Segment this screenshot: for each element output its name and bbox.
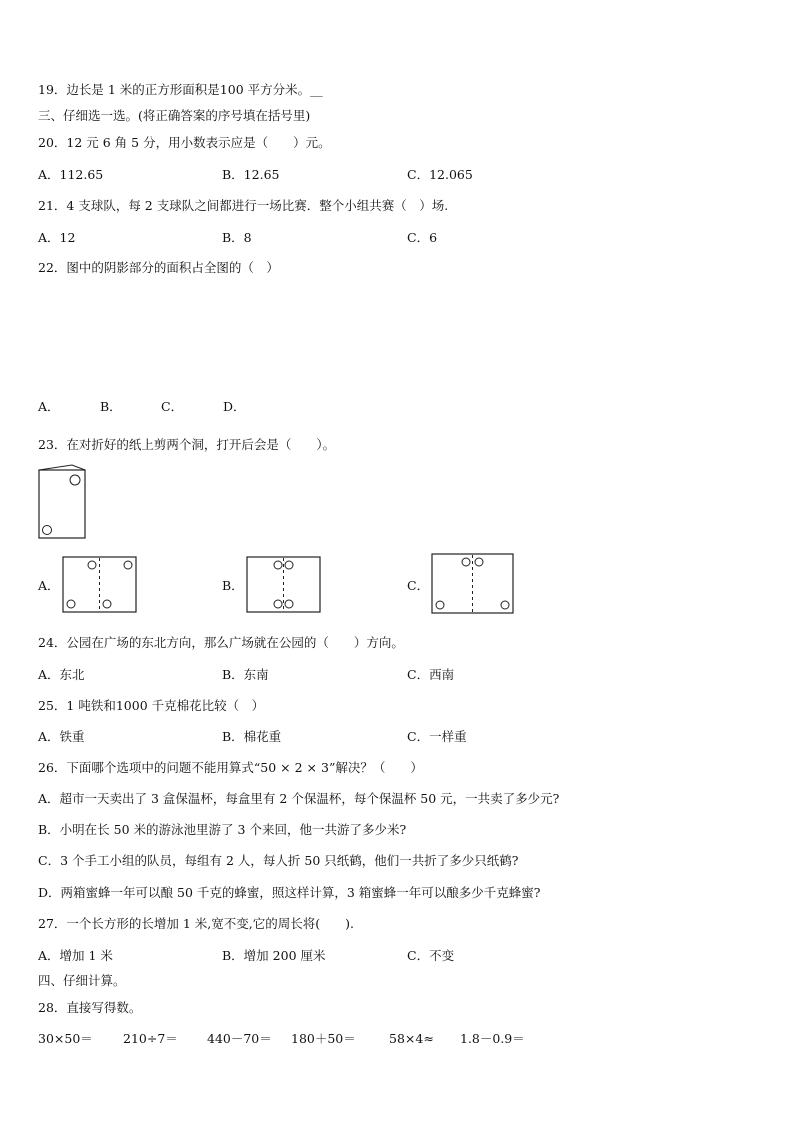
q26-option-d: D．两箱蜜蜂一年可以酿 50 千克的蜂蜜，照这样计算，3 箱蜜蜂一年可以酿多少千克蜂蜜? — [38, 885, 541, 900]
question-20: 20．12 元 6 角 5 分，用小数表示应是（ ）元。 — [38, 135, 331, 150]
question-24: 24．公园在广场的东北方向，那么广场就在公园的（ ）方向。 — [38, 635, 404, 650]
question-26: 26．下面哪个选项中的问题不能用算式“50 × 2 × 3”解决？（ ） — [38, 760, 423, 775]
question-25: 25．1 吨铁和1000 千克棉花比较（ ） — [38, 698, 265, 713]
calc-item-2: 210÷7＝ — [123, 1031, 178, 1046]
q23-option-b-figure — [246, 556, 322, 614]
q23-option-a: A． — [38, 578, 60, 593]
question-23: 23．在对折好的纸上剪两个洞，打开后会是（ ）。 — [38, 437, 336, 452]
q23-option-b: B． — [222, 578, 244, 593]
folded-paper-figure — [38, 464, 88, 540]
q22-option-b: B． — [100, 399, 122, 414]
calc-item-5: 58×4≈ — [389, 1031, 434, 1046]
q24-option-a: A．东北 — [38, 667, 85, 682]
section-4-heading: 四、仔细计算。 — [38, 973, 126, 988]
q20-option-a: A．112.65 — [38, 167, 104, 182]
q23-option-c: C． — [407, 578, 430, 593]
q23-option-a-figure — [62, 556, 138, 614]
q20-option-c: C．12.065 — [407, 167, 473, 182]
q24-option-c: C．西南 — [407, 667, 455, 682]
question-27: 27．一个长方形的长增加 1 米,宽不变,它的周长将( ). — [38, 916, 354, 931]
q27-option-a: A．增加 1 米 — [38, 948, 113, 963]
q26-option-c: C．3 个手工小组的队员，每组有 2 人，每人折 50 只纸鹤，他们一共折了多少只纸鹤? — [38, 853, 519, 868]
q22-option-c: C． — [161, 399, 184, 414]
calc-item-1: 30×50＝ — [38, 1031, 93, 1046]
q25-option-b: B．棉花重 — [222, 729, 282, 744]
q27-option-b: B．增加 200 厘米 — [222, 948, 326, 963]
q25-option-a: A．铁重 — [38, 729, 85, 744]
calc-item-3: 440－70＝ — [207, 1031, 272, 1046]
q23-option-c-figure — [431, 553, 515, 615]
q27-option-c: C．不变 — [407, 948, 455, 963]
calc-item-6: 1.8－0.9＝ — [460, 1031, 525, 1046]
question-21: 21．4 支球队，每 2 支球队之间都进行一场比赛．整个小组共赛（ ）场. — [38, 198, 449, 213]
q26-option-b: B．小明在长 50 米的游泳池里游了 3 个来回，他一共游了多少米? — [38, 822, 407, 837]
q22-option-d: D． — [223, 399, 246, 414]
q22-option-a: A． — [38, 399, 60, 414]
q26-option-a: A．超市一天卖出了 3 盒保温杯，每盒里有 2 个保温杯，每个保温杯 50 元，一共卖了多少元? — [38, 791, 560, 806]
q25-option-c: C．一样重 — [407, 729, 467, 744]
q20-option-b: B．12.65 — [222, 167, 280, 182]
question-19: 19．边长是 1 米的正方形面积是100 平方分米。__ — [38, 82, 323, 97]
question-22: 22．图中的阴影部分的面积占全图的（ ） — [38, 260, 279, 275]
q24-option-b: B．东南 — [222, 667, 269, 682]
section-3-heading: 三、仔细选一选。(将正确答案的序号填在括号里) — [38, 108, 311, 123]
calc-item-4: 180＋50＝ — [291, 1031, 356, 1046]
q21-option-a: A．12 — [38, 230, 76, 245]
q21-option-b: B．8 — [222, 230, 252, 245]
q21-option-c: C．6 — [407, 230, 438, 245]
question-28: 28．直接写得数。 — [38, 1000, 142, 1015]
